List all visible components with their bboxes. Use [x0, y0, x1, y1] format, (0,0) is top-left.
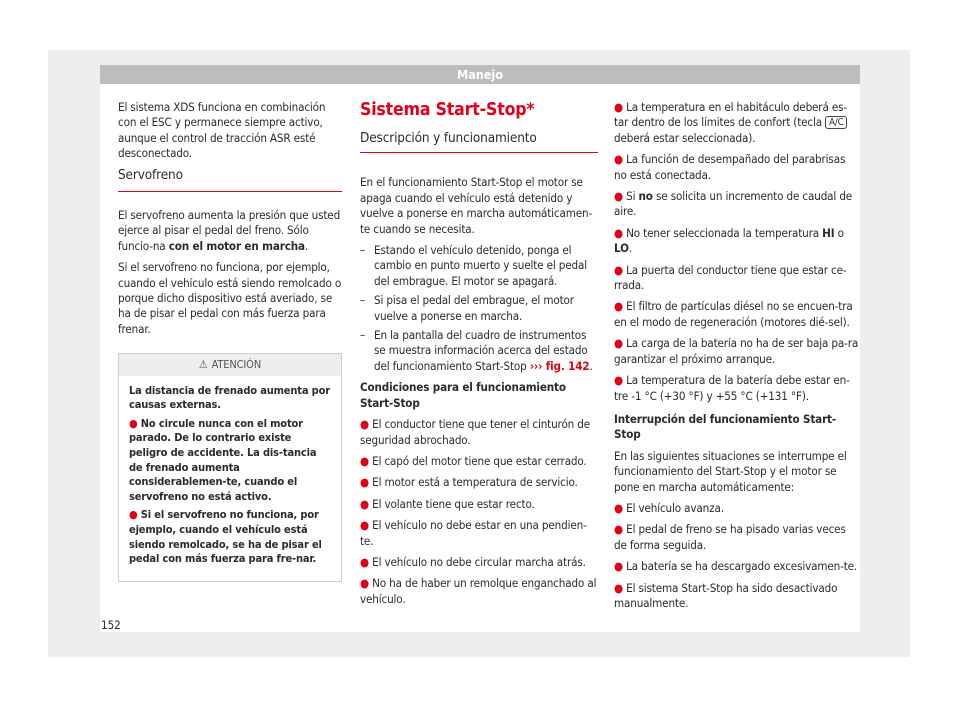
warning-item: ● Si el servofreno no funciona, por ejemplo, cuando el vehículo está siendo remolcado, se ha de pisar el pedal con más fuerza para fre-nar. [129, 508, 322, 566]
column-2 [360, 100, 598, 613]
warning-lead: La distancia de frenado aumenta por causas externas. [129, 383, 330, 412]
warning-header [119, 354, 341, 375]
condition-item: ● El vehículo no debe circular marcha atrás. [360, 554, 586, 569]
condition-item: ● La función de desempañado del parabrisas no está conectada. [614, 152, 846, 182]
figure-link[interactable]: ››› fig. 142 [529, 358, 590, 373]
start-stop-title: Sistema Start-Stop* [360, 100, 535, 120]
step-item: – Si pisa el pedal del embrague, el motor vuelve a ponerse en marcha. [360, 293, 574, 323]
condition-item: ● El filtro de partículas diésel no se encuen-tra en el modo de regeneración (motores dié-sel). [614, 299, 853, 329]
interrupt-item: ● El vehículo avanza. [614, 500, 724, 515]
warning-item: ● No circule nunca con el motor parado. De lo contrario existe peligro de accidente. La dis-tancia de frenado aumenta considerablemen-te, cuando el servofreno no está activo. [129, 416, 317, 503]
description-heading: Descripción y funcionamiento [360, 131, 598, 153]
step-item: – Estando el vehículo detenido, ponga el cambio en punto muerto y suelte el pedal del embrague. El motor se apagará. [360, 243, 587, 288]
xds-paragraph: El sistema XDS funciona en combinación con el ESC y permanece siempre activo, aunque el control de tracción ASR esté desconectado. [118, 100, 326, 161]
ac-key-icon: A/C [825, 116, 847, 129]
condition-item: ● El conductor tiene que tener el cinturón de seguridad abrochado. [360, 417, 591, 447]
condition-item: ● No ha de haber un remolque enganchado al vehículo. [360, 576, 597, 606]
start-stop-intro: En el funcionamiento Start-Stop el motor se apaga cuando el vehículo está detenido y vuelve a ponerse en marcha automáticamen-te cuando se necesita. [360, 175, 593, 236]
servofreno-heading: Servofreno [118, 168, 342, 192]
servofreno-paragraph-2: Si el servofreno no funciona, por ejemplo, cuando el vehículo está siendo remolcado o porque dicho dispositivo está averiado, se ha de pisar el pedal con más fuerza para frenar. [118, 260, 342, 336]
interrupt-item: ● El pedal de freno se ha pisado varias veces de forma seguida. [614, 522, 846, 552]
warning-icon: ⚠ [198, 358, 208, 372]
condition-item: ● La carga de la batería no ha de ser baja pa-ra garantizar el próximo arranque. [614, 336, 859, 366]
condition-item: ● No tener seleccionada la temperatura HI o LO. [614, 225, 844, 256]
column-3 [614, 100, 860, 617]
interrupt-intro: En las siguientes situaciones se interrumpe el funcionamiento del Start-Stop y el motor se pone en marcha automáticamente: [614, 448, 847, 494]
condition-item: ● La puerta del conductor tiene que estar ce-rrada. [614, 262, 847, 293]
condition-item: ● La temperatura en el habitáculo deberá es-tar dentro de los límites de confort (tecla A/C deberá estar seleccionada). [614, 100, 848, 145]
section-header: Manejo [100, 65, 860, 84]
condition-item: ● Si no se solicita un incremento de caudal de aire. [614, 189, 853, 219]
interrupt-item: ● El sistema Start-Stop ha sido desactivado manualmente. [614, 580, 838, 610]
warning-box [118, 353, 342, 582]
servofreno-paragraph-1: El servofreno aumenta la presión que usted ejerce al pisar el pedal del freno. Sólo funcio-na con el motor en marcha. [118, 208, 341, 253]
column-1 [118, 100, 342, 582]
condition-item: ● El motor está a temperatura de servicio. [360, 475, 578, 490]
condition-item: ● La temperatura de la batería debe estar en-tre -1 °C (+30 °F) y +55 °C (+131 °F). [614, 373, 850, 403]
page-number: 152 [101, 618, 121, 632]
warning-label: ATENCIÓN [211, 358, 262, 372]
condition-item: ● El capó del motor tiene que estar cerrado. [360, 453, 587, 468]
condition-item: ● El vehículo no debe estar en una pendien-te. [360, 518, 587, 548]
step-item: – En la pantalla del cuadro de instrumentos se muestra información acerca del estado del funcionamiento Start-Stop ››› fig. 142. [360, 328, 593, 373]
conditions-heading: Condiciones para el funcionamiento Start-Stop [360, 380, 566, 410]
interrupt-item: ● La batería se ha descargado excesivamen-te. [614, 559, 858, 574]
condition-item: ● El volante tiene que estar recto. [360, 496, 535, 511]
interrupt-heading: Interrupción del funcionamiento Start-Stop [614, 411, 837, 442]
warning-body [119, 376, 341, 581]
